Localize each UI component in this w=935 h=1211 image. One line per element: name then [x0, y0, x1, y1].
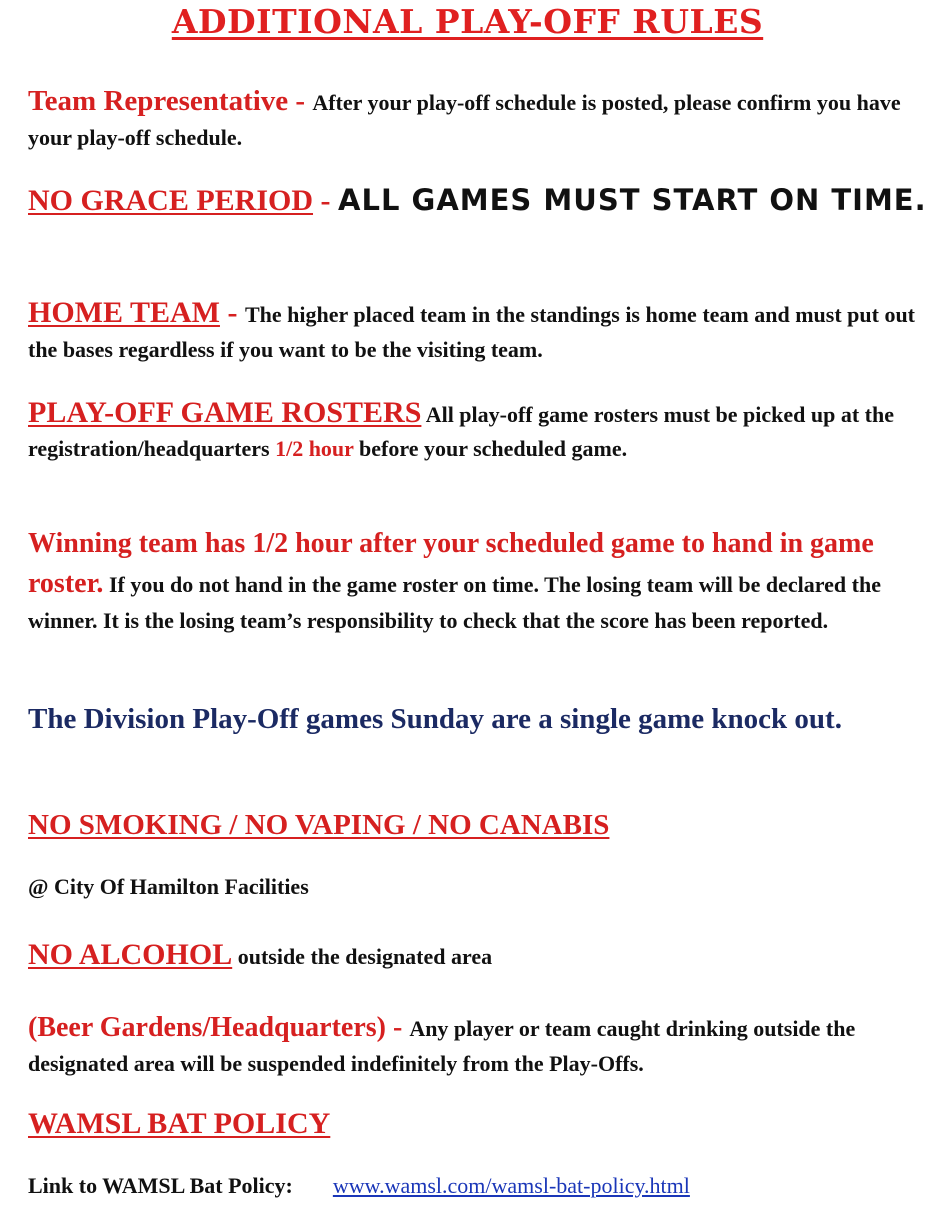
rule-separator: -: [288, 85, 313, 117]
rule-beer-gardens: [28, 1010, 933, 1081]
rule-heading: NO GRACE PERIOD: [28, 184, 314, 217]
page-title: ADDITIONAL PLAY-OFF RULES: [171, 2, 764, 41]
rule-division: The Division Play-Off games Sunday are a single game knock out.: [28, 703, 842, 735]
rule-heading: Team Representative: [28, 85, 289, 117]
rule-highlight: 1/2 hour: [275, 436, 354, 461]
rule-game-rosters: [28, 396, 933, 466]
rule-text: If you do not hand in the game roster on time. The losing team will be declared the winner. It is the losing team’s responsibility to check that the score has been reported.: [28, 572, 881, 633]
rule-text: The higher placed team in the standings is home team and must put out the bases regardless if you want to be the visiting team.: [28, 302, 916, 362]
rule-text: All play-off game rosters must be picked up at the registration/headquarters: [28, 402, 894, 461]
rule-separator: -: [313, 184, 339, 217]
rule-text: outside the designated area: [232, 944, 493, 969]
rule-heading: (Beer Gardens/Headquarters): [28, 1012, 386, 1043]
rule-separator: -: [385, 1012, 410, 1043]
rule-separator: -: [219, 296, 245, 329]
rule-heading: HOME TEAM: [28, 296, 220, 329]
rule-no-smoking: NO SMOKING / NO VAPING / NO CANABIS: [28, 809, 610, 841]
rule-facilities-note: @ City Of Hamilton Facilities: [28, 874, 309, 899]
rule-grace-period: [28, 180, 933, 221]
rule-winning-team: [28, 524, 933, 638]
rule-home-team: [28, 295, 933, 367]
rule-no-alcohol: [28, 935, 933, 977]
rule-text: before your scheduled game.: [353, 436, 628, 461]
rule-heading: NO ALCOHOL: [28, 938, 233, 971]
rule-heading: PLAY-OFF GAME ROSTERS: [28, 396, 422, 429]
rule-text: After your play-off schedule is posted, please confirm you have your play-off schedule.: [28, 90, 901, 150]
rule-text: ALL GAMES MUST START ON TIME.: [338, 183, 927, 217]
rule-bat-policy: WAMSL BAT POLICY: [28, 1107, 331, 1140]
rule-heading: Winning team has 1/2 hour after your scheduled game to hand in game roster.: [28, 528, 874, 599]
bat-policy-link-row: [28, 1170, 933, 1202]
rule-text: Any player or team caught drinking outside the designated area will be suspended indefinitely from the Play-Offs.: [28, 1016, 856, 1076]
bat-policy-link[interactable]: www.wamsl.com/wamsl-bat-policy.html: [332, 1173, 690, 1198]
bat-policy-link-label: Link to WAMSL Bat Policy:: [28, 1173, 293, 1198]
rule-team-representative: [28, 84, 933, 155]
